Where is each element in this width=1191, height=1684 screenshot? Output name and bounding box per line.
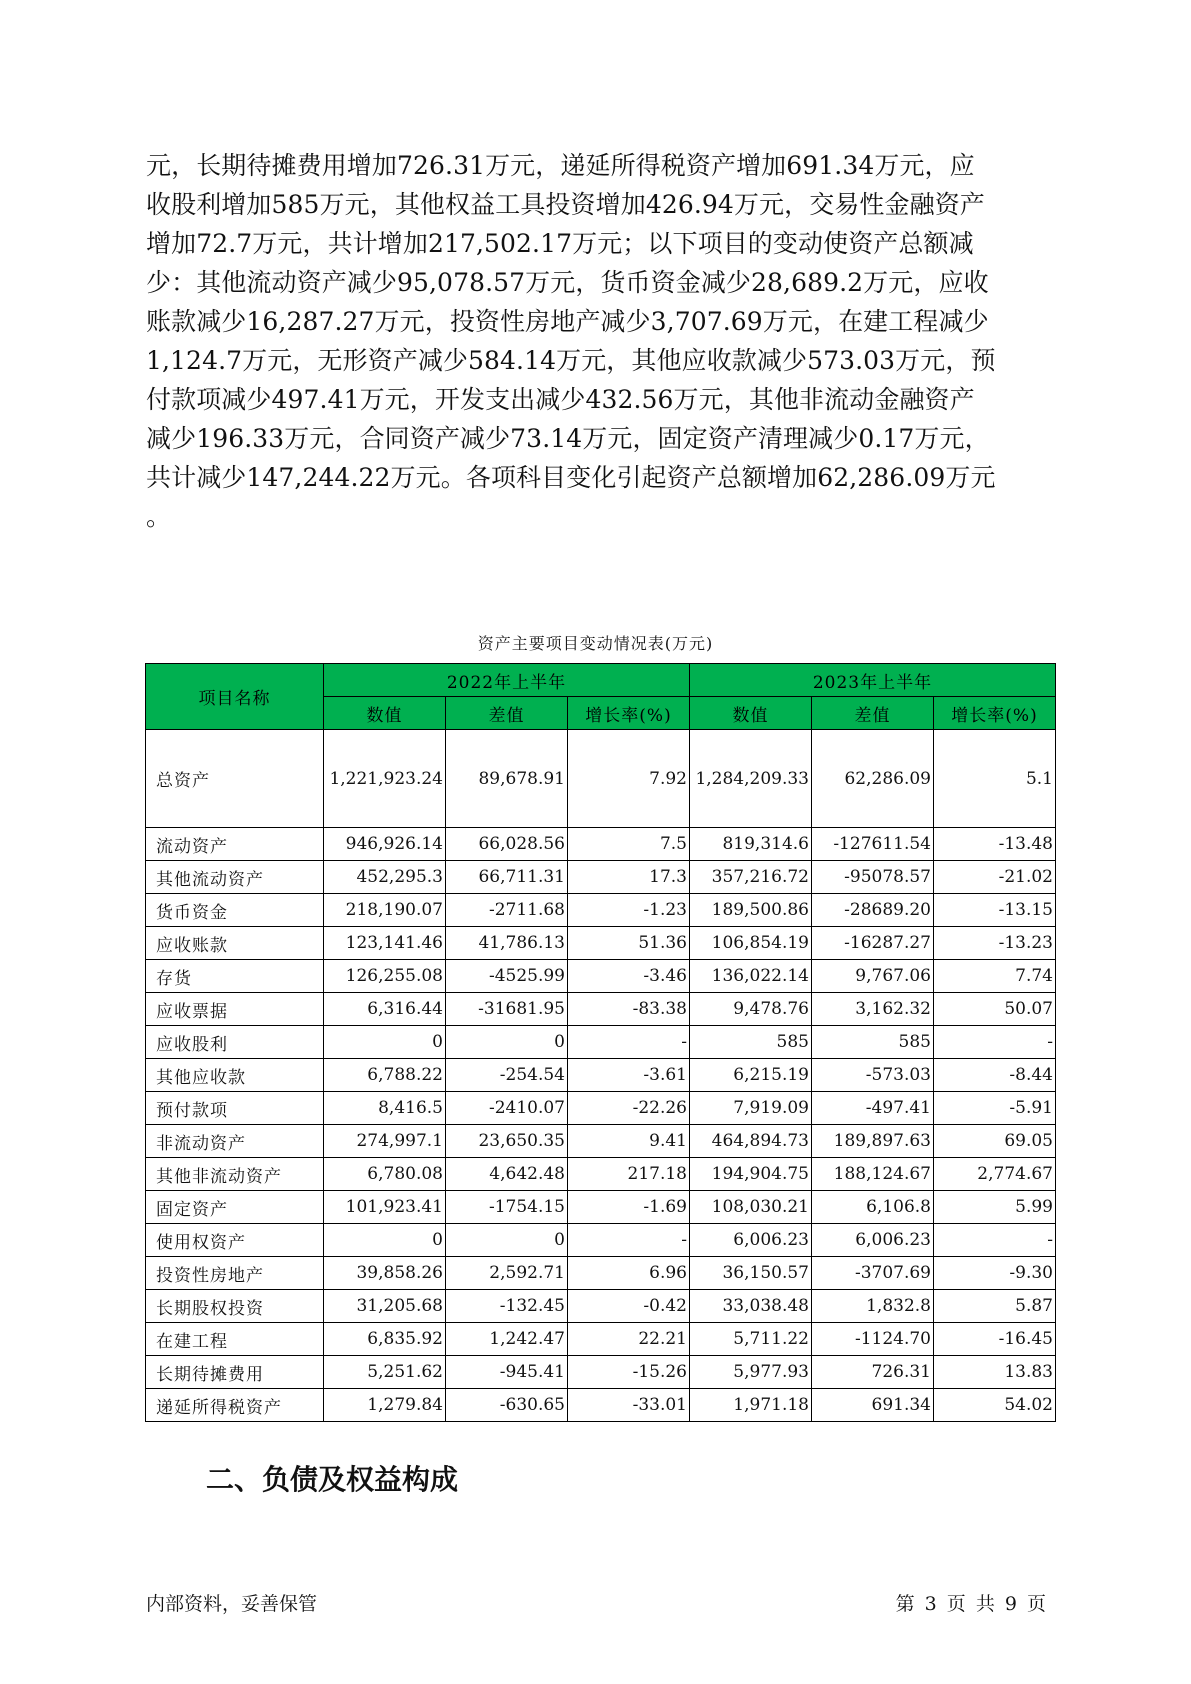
- table-cell: -3.61: [568, 1059, 690, 1092]
- table-cell: 5,711.22: [690, 1323, 812, 1356]
- table-cell: 66,028.56: [446, 828, 568, 861]
- table-body: [146, 730, 1056, 1422]
- table-cell: -630.65: [446, 1389, 568, 1422]
- table-cell: 7.5: [568, 828, 690, 861]
- table-row: [146, 927, 1056, 960]
- header-diff: 差值: [812, 697, 934, 730]
- table-cell: 50.07: [934, 993, 1056, 1026]
- table-row: [146, 1389, 1056, 1422]
- table-cell: 39,858.26: [324, 1257, 446, 1290]
- body-paragraph: [146, 146, 1046, 536]
- table-cell: -5.91: [934, 1092, 1056, 1125]
- table-cell: 1,221,923.24: [324, 730, 446, 828]
- table-cell: -497.41: [812, 1092, 934, 1125]
- table-cell: 726.31: [812, 1356, 934, 1389]
- table-cell: 274,997.1: [324, 1125, 446, 1158]
- table-cell: 7,919.09: [690, 1092, 812, 1125]
- table-cell: 585: [690, 1026, 812, 1059]
- table-cell: -3707.69: [812, 1257, 934, 1290]
- table-cell: 66,711.31: [446, 861, 568, 894]
- row-label: 存货: [146, 960, 324, 993]
- table-cell: 1,242.47: [446, 1323, 568, 1356]
- table-cell: 23,650.35: [446, 1125, 568, 1158]
- table-cell: -1754.15: [446, 1191, 568, 1224]
- row-label: 流动资产: [146, 828, 324, 861]
- table-cell: 106,854.19: [690, 927, 812, 960]
- paragraph-line: 元，长期待摊费用增加726.31万元，递延所得税资产增加691.34万元，应: [146, 151, 975, 180]
- table-cell: -132.45: [446, 1290, 568, 1323]
- table-cell: -16.45: [934, 1323, 1056, 1356]
- table-cell: -: [934, 1026, 1056, 1059]
- row-label: 非流动资产: [146, 1125, 324, 1158]
- section-heading: 二、负债及权益构成: [206, 1463, 459, 1496]
- table-cell: 51.36: [568, 927, 690, 960]
- table-cell: -13.23: [934, 927, 1056, 960]
- table-cell: 126,255.08: [324, 960, 446, 993]
- table-cell: -1.23: [568, 894, 690, 927]
- header-period-2022: 2022年上半年: [324, 664, 690, 697]
- table-cell: 9,767.06: [812, 960, 934, 993]
- table-cell: 585: [812, 1026, 934, 1059]
- row-label: 其他非流动资产: [146, 1158, 324, 1191]
- table-cell: -573.03: [812, 1059, 934, 1092]
- table-cell: -945.41: [446, 1356, 568, 1389]
- table-cell: 54.02: [934, 1389, 1056, 1422]
- table-cell: 6,788.22: [324, 1059, 446, 1092]
- paragraph-line: 1,124.7万元，无形资产减少584.14万元，其他应收款减少573.03万元，预: [146, 346, 996, 375]
- table-cell: 819,314.6: [690, 828, 812, 861]
- table-row: [146, 1191, 1056, 1224]
- table-cell: 2,774.67: [934, 1158, 1056, 1191]
- table-cell: -13.48: [934, 828, 1056, 861]
- table-row: [146, 730, 1056, 828]
- table-row: [146, 894, 1056, 927]
- table-cell: -9.30: [934, 1257, 1056, 1290]
- row-label: 使用权资产: [146, 1224, 324, 1257]
- table-row: [146, 828, 1056, 861]
- table-cell: -1124.70: [812, 1323, 934, 1356]
- row-label: 货币资金: [146, 894, 324, 927]
- table-cell: 5.1: [934, 730, 1056, 828]
- table-cell: 0: [324, 1026, 446, 1059]
- table-cell: 946,926.14: [324, 828, 446, 861]
- table-cell: 36,150.57: [690, 1257, 812, 1290]
- paragraph-line: 付款项减少497.41万元，开发支出减少432.56万元，其他非流动金融资产: [146, 385, 975, 414]
- row-label: 长期待摊费用: [146, 1356, 324, 1389]
- table-cell: 0: [446, 1026, 568, 1059]
- table-cell: 5.99: [934, 1191, 1056, 1224]
- table-cell: 7.74: [934, 960, 1056, 993]
- table-row: [146, 1092, 1056, 1125]
- table-cell: 189,897.63: [812, 1125, 934, 1158]
- row-label: 长期股权投资: [146, 1290, 324, 1323]
- table-cell: 217.18: [568, 1158, 690, 1191]
- row-label: 固定资产: [146, 1191, 324, 1224]
- table-cell: 6,006.23: [812, 1224, 934, 1257]
- table-cell: 4,642.48: [446, 1158, 568, 1191]
- row-label: 在建工程: [146, 1323, 324, 1356]
- table-cell: 136,022.14: [690, 960, 812, 993]
- table-cell: 0: [446, 1224, 568, 1257]
- table-cell: 0: [324, 1224, 446, 1257]
- table-cell: -4525.99: [446, 960, 568, 993]
- table-cell: 1,279.84: [324, 1389, 446, 1422]
- table-cell: 69.05: [934, 1125, 1056, 1158]
- table-row: [146, 1059, 1056, 1092]
- header-rate: 增长率(%): [568, 697, 690, 730]
- table-cell: 6,835.92: [324, 1323, 446, 1356]
- table-row: [146, 1026, 1056, 1059]
- table-cell: -: [568, 1224, 690, 1257]
- table-cell: 6,215.19: [690, 1059, 812, 1092]
- table-cell: -83.38: [568, 993, 690, 1026]
- paragraph-line: 账款减少16,287.27万元，投资性房地产减少3,707.69万元，在建工程减少: [146, 307, 989, 336]
- table-cell: -8.44: [934, 1059, 1056, 1092]
- paragraph-line: 增加72.7万元，共计增加217,502.17万元；以下项目的变动使资产总额减: [146, 229, 974, 258]
- header-period-2023: 2023年上半年: [690, 664, 1056, 697]
- table-cell: -254.54: [446, 1059, 568, 1092]
- paragraph-line: 。: [146, 502, 172, 531]
- table-cell: -2711.68: [446, 894, 568, 927]
- row-label: 其他流动资产: [146, 861, 324, 894]
- paragraph-line: 少：其他流动资产减少95,078.57万元，货币资金减少28,689.2万元，应收: [146, 268, 989, 297]
- table-row: [146, 993, 1056, 1026]
- header-item-name: 项目名称: [146, 664, 324, 730]
- table-cell: 691.34: [812, 1389, 934, 1422]
- paragraph-line: 共计减少147,244.22万元。各项科目变化引起资产总额增加62,286.09万元: [146, 463, 996, 492]
- table-cell: 62,286.09: [812, 730, 934, 828]
- header-value: 数值: [324, 697, 446, 730]
- table-cell: 1,284,209.33: [690, 730, 812, 828]
- table-cell: 33,038.48: [690, 1290, 812, 1323]
- table-cell: 218,190.07: [324, 894, 446, 927]
- row-label: 应收股利: [146, 1026, 324, 1059]
- table-cell: 194,904.75: [690, 1158, 812, 1191]
- table-row: [146, 960, 1056, 993]
- row-label: 递延所得税资产: [146, 1389, 324, 1422]
- table-cell: -: [568, 1026, 690, 1059]
- header-diff: 差值: [446, 697, 568, 730]
- table-cell: 6.96: [568, 1257, 690, 1290]
- table-cell: -16287.27: [812, 927, 934, 960]
- table-cell: 452,295.3: [324, 861, 446, 894]
- footer-page-number: 第 3 页 共 9 页: [895, 1593, 1046, 1615]
- table-cell: 6,006.23: [690, 1224, 812, 1257]
- table-cell: 6,316.44: [324, 993, 446, 1026]
- table-cell: 6,106.8: [812, 1191, 934, 1224]
- table-row: [146, 1356, 1056, 1389]
- table-row: [146, 861, 1056, 894]
- row-label: 其他应收款: [146, 1059, 324, 1092]
- table-cell: -3.46: [568, 960, 690, 993]
- table-row: [146, 1125, 1056, 1158]
- table-cell: 6,780.08: [324, 1158, 446, 1191]
- header-value: 数值: [690, 697, 812, 730]
- table-cell: -2410.07: [446, 1092, 568, 1125]
- table-cell: 22.21: [568, 1323, 690, 1356]
- table-cell: 123,141.46: [324, 927, 446, 960]
- table-cell: 1,971.18: [690, 1389, 812, 1422]
- header-rate: 增长率(%): [934, 697, 1056, 730]
- table-cell: -21.02: [934, 861, 1056, 894]
- table-cell: -127611.54: [812, 828, 934, 861]
- table-cell: 8,416.5: [324, 1092, 446, 1125]
- table-cell: -15.26: [568, 1356, 690, 1389]
- table-cell: -0.42: [568, 1290, 690, 1323]
- table-row: [146, 1158, 1056, 1191]
- table-cell: 5.87: [934, 1290, 1056, 1323]
- table-row: [146, 1224, 1056, 1257]
- table-cell: 9.41: [568, 1125, 690, 1158]
- table-cell: -95078.57: [812, 861, 934, 894]
- row-label: 投资性房地产: [146, 1257, 324, 1290]
- table-cell: 9,478.76: [690, 993, 812, 1026]
- paragraph-line: 收股利增加585万元，其他权益工具投资增加426.94万元，交易性金融资产: [146, 190, 985, 219]
- footer-confidential: 内部资料，妥善保管: [146, 1593, 318, 1615]
- row-label: 应收账款: [146, 927, 324, 960]
- table-cell: -31681.95: [446, 993, 568, 1026]
- row-label: 总资产: [146, 730, 324, 828]
- table-cell: 101,923.41: [324, 1191, 446, 1224]
- table-cell: 31,205.68: [324, 1290, 446, 1323]
- table-cell: 17.3: [568, 861, 690, 894]
- row-label: 预付款项: [146, 1092, 324, 1125]
- table-caption: 资产主要项目变动情况表(万元): [477, 634, 714, 653]
- table-cell: 357,216.72: [690, 861, 812, 894]
- table-cell: 5,977.93: [690, 1356, 812, 1389]
- table-cell: -33.01: [568, 1389, 690, 1422]
- table-cell: -22.26: [568, 1092, 690, 1125]
- paragraph-line: 减少196.33万元，合同资产减少73.14万元，固定资产清理减少0.17万元，: [146, 424, 990, 453]
- table-cell: 189,500.86: [690, 894, 812, 927]
- table-cell: -13.15: [934, 894, 1056, 927]
- table-cell: 188,124.67: [812, 1158, 934, 1191]
- table-cell: 464,894.73: [690, 1125, 812, 1158]
- table-cell: 2,592.71: [446, 1257, 568, 1290]
- table-cell: 5,251.62: [324, 1356, 446, 1389]
- table-cell: -28689.20: [812, 894, 934, 927]
- table-cell: -1.69: [568, 1191, 690, 1224]
- table-cell: -: [934, 1224, 1056, 1257]
- table-cell: 89,678.91: [446, 730, 568, 828]
- table-row: [146, 1257, 1056, 1290]
- table-cell: 7.92: [568, 730, 690, 828]
- table-cell: 1,832.8: [812, 1290, 934, 1323]
- table-row: [146, 1290, 1056, 1323]
- table-row: [146, 1323, 1056, 1356]
- table-cell: 108,030.21: [690, 1191, 812, 1224]
- table-cell: 13.83: [934, 1356, 1056, 1389]
- asset-change-table: [145, 663, 1056, 1422]
- row-label: 应收票据: [146, 993, 324, 1026]
- table-cell: 41,786.13: [446, 927, 568, 960]
- table-cell: 3,162.32: [812, 993, 934, 1026]
